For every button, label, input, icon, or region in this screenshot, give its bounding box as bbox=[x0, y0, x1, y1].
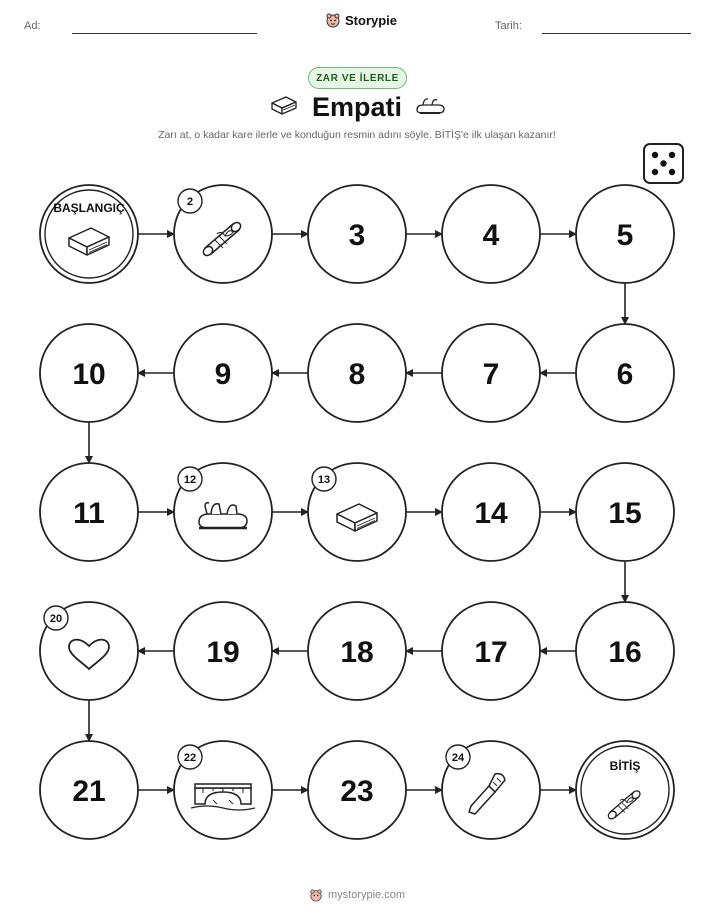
cell-number: 24 bbox=[451, 752, 465, 764]
cell-number: 16 bbox=[608, 636, 642, 669]
board-cell-18[interactable] bbox=[308, 602, 406, 700]
board-cell-20[interactable] bbox=[40, 602, 138, 700]
storypie-mascot-icon bbox=[309, 888, 323, 902]
board-cell-3[interactable] bbox=[308, 185, 406, 283]
board-cell-9[interactable] bbox=[174, 324, 272, 422]
cell-number: 12 bbox=[183, 474, 197, 486]
activity-tag: ZAR VE İLERLE bbox=[308, 67, 407, 89]
board-cell-1[interactable] bbox=[40, 185, 138, 283]
board-cell-17[interactable] bbox=[442, 602, 540, 700]
board-cell-7[interactable] bbox=[442, 324, 540, 422]
board-cell-8[interactable] bbox=[308, 324, 406, 422]
cell-number: 17 bbox=[474, 636, 508, 669]
brand-name: Storypie bbox=[345, 12, 398, 28]
board-cell-23[interactable] bbox=[308, 741, 406, 839]
name-label: Ad: bbox=[24, 20, 41, 32]
cell-number: 15 bbox=[608, 497, 642, 530]
cell-number: 8 bbox=[348, 358, 366, 391]
board-cell-4[interactable] bbox=[442, 185, 540, 283]
cell-number: 9 bbox=[214, 358, 232, 391]
board-cell-13[interactable] bbox=[308, 463, 406, 561]
board-cell-11[interactable] bbox=[40, 463, 138, 561]
cell-number: 3 bbox=[348, 219, 366, 252]
board-cell-22[interactable] bbox=[174, 741, 272, 839]
cell-number: 19 bbox=[206, 636, 240, 669]
cell-number: 18 bbox=[340, 636, 374, 669]
footer-site[interactable]: mystorypie.com bbox=[327, 889, 406, 901]
cell-number: 23 bbox=[340, 775, 374, 808]
board-cell-2[interactable] bbox=[174, 185, 272, 283]
board-cell-21[interactable] bbox=[40, 741, 138, 839]
board-cell-24[interactable] bbox=[442, 741, 540, 839]
cell-number: 5 bbox=[616, 219, 634, 252]
date-label: Tarih: bbox=[495, 20, 522, 32]
start-label: BAŞLANGIÇ bbox=[53, 201, 125, 215]
cell-number: 7 bbox=[482, 358, 500, 391]
page-title: Empati bbox=[311, 92, 403, 122]
board-cell-15[interactable] bbox=[576, 463, 674, 561]
cell-number: 20 bbox=[49, 613, 63, 625]
instructions: Zarı at, o kadar kare ilerle ve konduğun resmin adını söyle. BİTİŞ'e ilk ulaşan kazanır! bbox=[158, 129, 556, 141]
footer bbox=[0, 888, 714, 902]
cell-number: 6 bbox=[616, 358, 634, 391]
cell-circle bbox=[576, 741, 674, 839]
cell-number: 14 bbox=[474, 497, 508, 530]
board-cell-10[interactable] bbox=[40, 324, 138, 422]
board-cell-12[interactable] bbox=[174, 463, 272, 561]
cell-number: 11 bbox=[73, 497, 105, 530]
board-cell-25[interactable] bbox=[576, 741, 674, 839]
finish-label: BİTİŞ bbox=[609, 759, 641, 773]
board-cell-14[interactable] bbox=[442, 463, 540, 561]
board-cell-19[interactable] bbox=[174, 602, 272, 700]
cell-number: 10 bbox=[72, 358, 106, 391]
board-cell-6[interactable] bbox=[576, 324, 674, 422]
cell-number: 22 bbox=[183, 752, 197, 764]
board-cell-16[interactable] bbox=[576, 602, 674, 700]
cell-number: 21 bbox=[72, 775, 106, 808]
cell-number: 13 bbox=[317, 474, 331, 486]
board-cell-5[interactable] bbox=[576, 185, 674, 283]
cell-number: 4 bbox=[482, 219, 500, 252]
cell-number: 2 bbox=[186, 196, 194, 208]
